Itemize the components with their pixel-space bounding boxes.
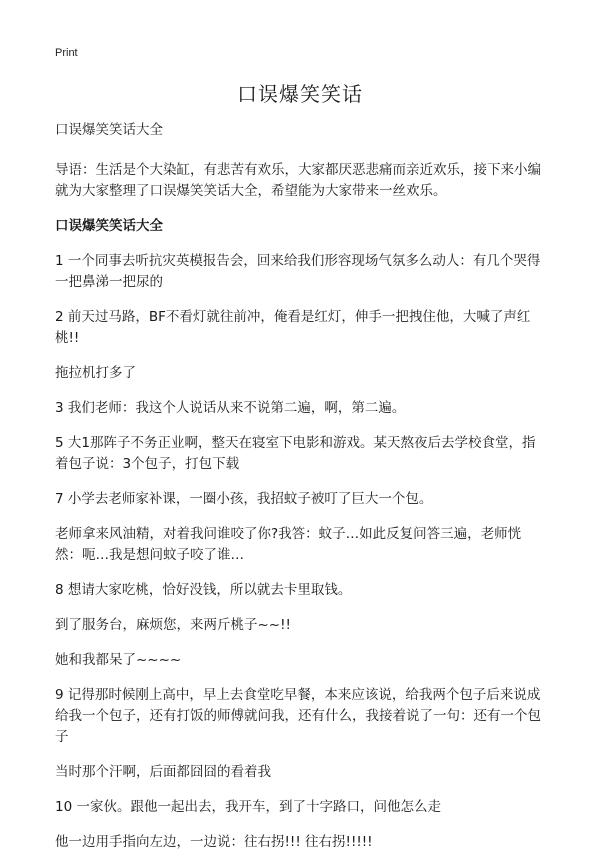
joke-paragraph: 5 大1那阵子不务正业啊，整天在寝室下电影和游戏。某天熬夜后去学校食堂，指着包子说：3个包子，打包下载 [55,435,536,472]
joke-paragraph: 1 一个同事去听抗灾英模报告会，回来给我们形容现场气氛多么动人：有几个哭得一把鼻涕一把尿的 [55,253,541,290]
joke-paragraph: 老师拿来风油精，对着我问谁咬了你?我答：蚊子…如此反复问答三遍，老师恍然：呃…我是想问蚊子咬了谁… [55,526,522,563]
joke-paragraph: 10 一家伙。跟他一起出去，我开车，到了十字路口，问他怎么走 [55,799,441,815]
joke-paragraph: 2 前天过马路，BF不看灯就往前冲，俺看是红灯，伸手一把拽住他，大喊了声红桃!! [55,309,531,346]
joke-paragraph: 8 想请大家吃桃，恰好没钱，所以就去卡里取钱。 [55,582,352,598]
joke-paragraph: 拖拉机打多了 [55,365,136,381]
intro-paragraph: 导语：生活是个大染缸，有悲苦有欢乐，大家都厌恶悲痛而亲近欢乐，接下来小编就为大家整理了口误爆笑笑话大全，希望能为大家带来一丝欢乐。 [55,162,541,199]
article-subtitle: 口误爆笑笑话大全 [55,122,163,138]
article-body [55,120,547,867]
joke-paragraph: 3 我们老师：我这个人说话从来不说第二遍，啊，第二遍。 [55,400,406,416]
joke-paragraph: 当时那个汗啊，后面都囧囧的看着我 [55,764,271,780]
page-title: 口误爆笑笑话 [237,82,363,106]
print-link[interactable]: Print [55,47,78,59]
joke-paragraph: 他一边用手指向左边，一边说：往右拐!!! 往右拐!!!!! [55,834,373,850]
joke-paragraph: 7 小学去老师家补课，一圈小孩，我招蚊子被叮了巨大一个包。 [55,491,433,507]
joke-paragraph: 她和我都呆了~~~~ [55,652,182,668]
section-heading: 口误爆笑笑话大全 [55,218,163,234]
joke-paragraph: 到了服务台，麻烦您，来两斤桃子~~!! [55,617,291,633]
joke-paragraph: 9 记得那时候刚上高中，早上去食堂吃早餐，本来应该说，给我两个包子后来说成给我一个包子，还有打饭的师傅就问我，还有什么，我接着说了一句：还有一个包子 [55,687,541,745]
